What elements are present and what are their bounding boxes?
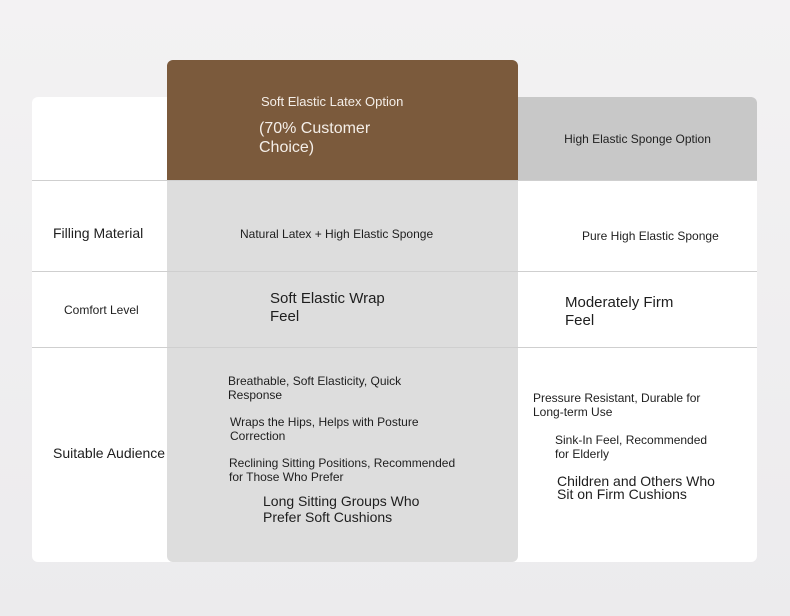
- row-divider: [32, 271, 757, 272]
- sponge-column-title: High Elastic Sponge Option: [564, 132, 711, 146]
- latex-audience-item: Reclining Sitting Positions, Recommended for Those Who Prefer: [229, 456, 456, 484]
- sponge-comfort-value: Moderately Firm Feel: [565, 294, 674, 329]
- latex-comfort-value: Soft Elastic Wrap Feel: [270, 290, 385, 325]
- latex-column-title: Soft Elastic Latex Option: [261, 94, 404, 109]
- sponge-audience-item: Children and Others Who Sit on Firm Cushions: [557, 473, 715, 502]
- latex-filling-value: Natural Latex + High Elastic Sponge: [240, 227, 434, 241]
- sponge-column-header: [518, 97, 757, 181]
- latex-column-header: [167, 60, 518, 181]
- row-divider: [32, 180, 757, 181]
- sponge-audience-item: Pressure Resistant, Durable for Long-term Use: [533, 391, 701, 419]
- latex-audience-item: Breathable, Soft Elasticity, Quick Response: [228, 374, 402, 402]
- latex-column-subtitle: (70% Customer Choice): [259, 120, 371, 156]
- sponge-audience-item: Sink-In Feel, Recommended for Elderly: [555, 433, 708, 461]
- row-divider: [32, 347, 757, 348]
- latex-audience-item: Long Sitting Groups Who Prefer Soft Cushions: [263, 493, 420, 525]
- row-label-filling-material: Filling Material: [53, 225, 144, 241]
- sponge-filling-value: Pure High Elastic Sponge: [582, 229, 719, 243]
- latex-audience-item: Wraps the Hips, Helps with Posture Correction: [230, 415, 419, 443]
- row-label-suitable-audience: Suitable Audience: [53, 445, 166, 461]
- row-label-comfort-level: Comfort Level: [64, 303, 139, 317]
